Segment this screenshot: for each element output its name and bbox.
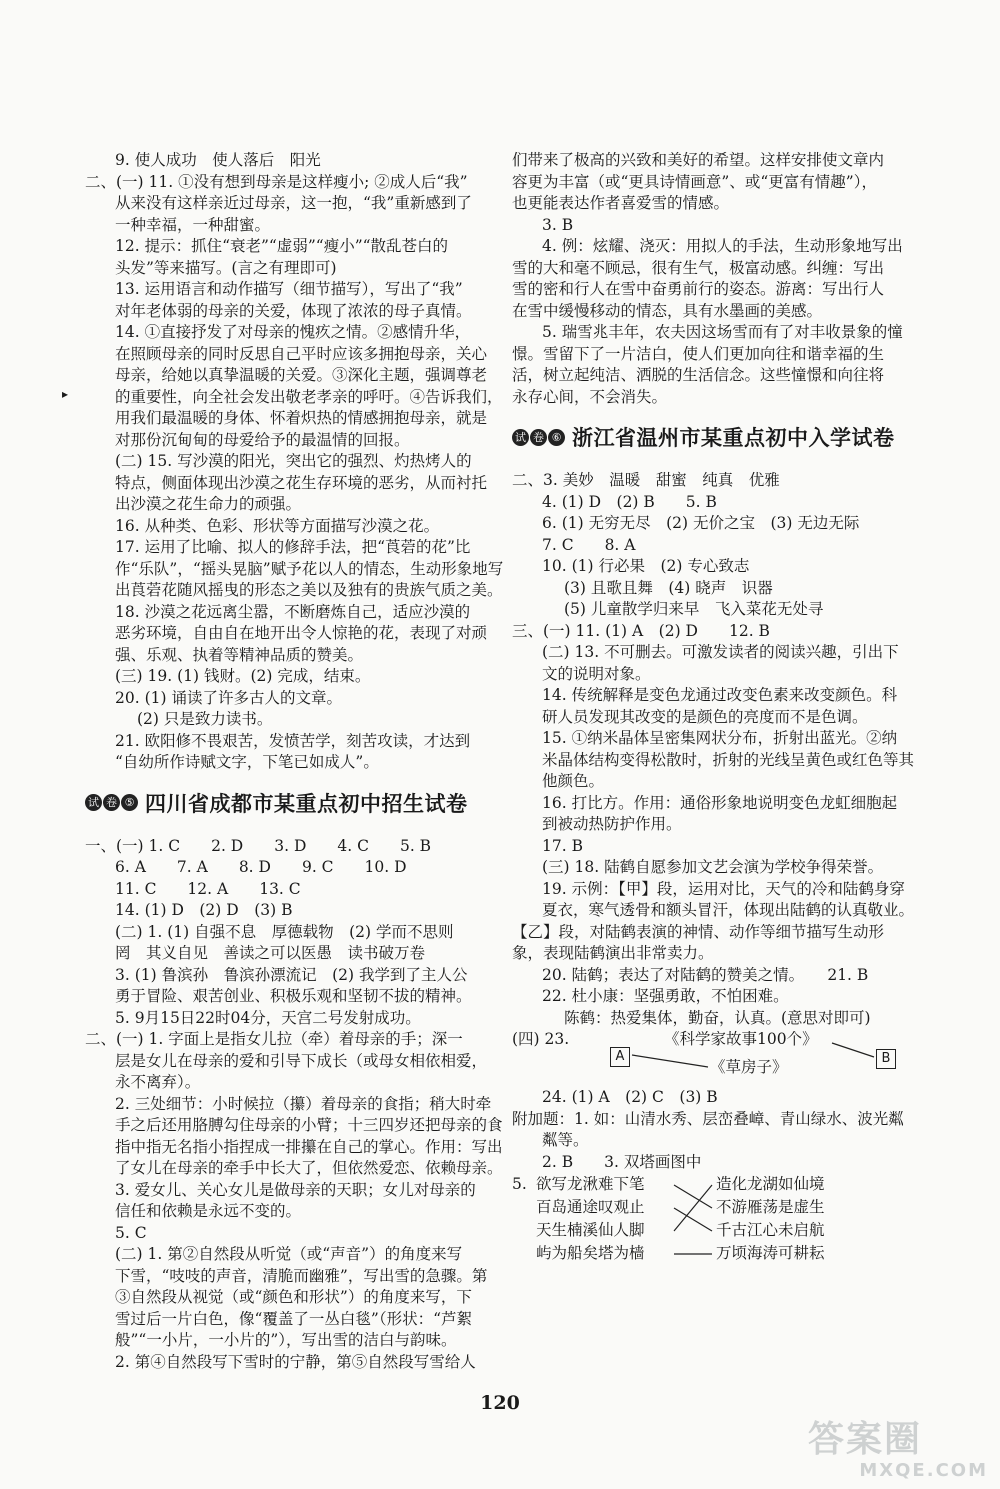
answer-line: 9. 使人成功 使人落后 阳光 — [115, 151, 321, 169]
answer-line: 手之后还用胳膊勾住母亲的小臂；十三四岁还把母亲的食 — [115, 1116, 503, 1134]
right-answers-block-3 — [512, 1087, 907, 1173]
answer-line: (三) 18. 陆鹤自愿参加文艺会演为学校争得荣誉。 — [542, 858, 884, 876]
answer-line: 14. (1) D (2) D (3) B — [115, 901, 293, 919]
answer-line: 24. (1) A (2) C (3) B — [542, 1088, 718, 1106]
answer-line: 出莨菪花随风摇曳的形态之美以及独有的贵族气质之美。 — [115, 581, 503, 599]
answer-line: 17. 运用了比喻、拟人的修辞手法，把“莨菪的花”比 — [115, 538, 471, 556]
answer-line: 指中指无名指小指捏成一排攥在自己的掌心。作用：写出 — [115, 1137, 503, 1156]
right-answers-block-1 — [512, 150, 907, 408]
answer-line: 从来没有这样亲近过母亲，这一抱，“我”重新感到了 — [115, 194, 472, 212]
q5-right-2: 不游雁荡是虚生 — [716, 1198, 825, 1216]
answer-line: 16. 打比方。作用：通俗形象地说明变色龙虹细胞起 — [542, 793, 898, 812]
answer-line: “自幼所作诗赋文字，下笔已如成人”。 — [115, 753, 379, 771]
answer-line: ③自然段从视觉（或“颜色和形状”）的角度来写，下 — [115, 1288, 472, 1306]
answer-line: 2. 第④自然段写下雪时的宁静，第⑤自然段写雪给人 — [115, 1352, 476, 1371]
answer-line: 13. 运用语言和动作描写（细节描写），写出了“我” — [115, 280, 463, 298]
answer-line: 5. 瑞雪兆丰年，农夫因这场雪而有了对丰收景象的憧 — [542, 323, 903, 341]
answer-line: 2. B 3. 双塔画图中 — [542, 1152, 702, 1171]
answer-line: 19. 示例：【甲】段，运用对比，天气的冷和陆鹤身穿 — [542, 879, 905, 898]
answer-line: 22. 杜小康：坚强勇敢，不怕困难。 — [542, 987, 789, 1005]
q23-connector-lines — [512, 1029, 907, 1087]
q5-left-2: 百岛通途叹观止 — [536, 1198, 645, 1216]
answer-line: (二) 15. 写沙漠的阳光，突出它的强烈、灼热烤人的 — [115, 452, 472, 470]
answer-line: 15. ①纳米晶体呈密集网状分布，折射出蓝光。②纳 — [542, 729, 898, 747]
right-answers-block-2 — [512, 470, 915, 1029]
section-header-5 — [85, 780, 487, 826]
answer-line: 在雪中缓慢移动的情态，具有水墨画的美感。 — [512, 301, 823, 320]
answer-line: (二) 13. 不可删去。可激发读者的阅读兴趣，引出下 — [542, 643, 899, 661]
answer-line: 勇于冒险、艰苦创业、积极乐观和坚韧不拔的精神。 — [115, 987, 472, 1005]
answer-line: 7. C 8. A — [542, 535, 636, 554]
answer-line: 三、(一) 11. (1) A (2) D 12. B — [512, 621, 770, 640]
answer-line: 文的说明对象。 — [542, 664, 651, 683]
answer-line: 强、乐观、执着等精神品质的赞美。 — [115, 645, 364, 664]
page-number: 120 — [480, 1392, 520, 1414]
answer-line: 14. ①直接抒发了对母亲的愧疚之情。②感情升华， — [115, 323, 471, 341]
answer-line: 下雪，“吱吱的声音，清脆而幽雅”，写出雪的急骤。第 — [115, 1266, 488, 1285]
answer-line: 6. (1) 无穷无尽 (2) 无价之宝 (3) 无边无际 — [542, 514, 860, 532]
answer-line: 容更为丰富（或“更具诗情画意”、或“更富有情趣”）， — [512, 172, 877, 191]
answer-line: 永不离弃）。 — [115, 1073, 201, 1091]
answer-line: 头发”等来描写。(言之有理即可) — [115, 258, 337, 277]
answer-line: 20. 陆鹤；表达了对陆鹤的赞美之情。 21. B — [542, 965, 869, 984]
answer-line: 6. A 7. A 8. D 9. C 10. D — [115, 858, 407, 876]
answer-line: (三) 19. (1) 钱财。(2) 完成，结束。 — [115, 667, 371, 685]
exam-badge-icon: 试 卷 ⑤ — [85, 794, 139, 811]
answer-line: 象，表现陆鹤演出非常卖力。 — [512, 944, 714, 962]
answer-line: 般”“一小片，一小片的”），写出雪的洁白与韵味。 — [115, 1331, 457, 1349]
q23-book-2: 《草房子》 — [710, 1058, 788, 1076]
answer-line: (5) 儿童散学归来早 飞入菜花无处寻 — [564, 600, 824, 618]
answer-line: 憬。雪留下了一片洁白，使人们更加向往和谐幸福的生 — [512, 344, 885, 363]
answer-line: 也更能表达作者喜爱雪的情感。 — [512, 194, 730, 212]
q5-left-4: 屿为船矣塔为樯 — [536, 1244, 645, 1262]
q5-right-1: 造化龙湖如仙境 — [716, 1175, 825, 1193]
q23-label: (四) 23. — [512, 1030, 570, 1048]
right-column — [512, 150, 915, 1265]
answer-line: (二) 1. 第②自然段从听觉（或“声音”）的角度来写 — [115, 1245, 463, 1263]
q5-label: 5. — [512, 1175, 527, 1193]
answer-line: 10. (1) 行必果 (2) 专心致志 — [542, 557, 750, 575]
answer-line: 雪的密和行人在雪中奋勇前行的姿态。游离：写出行人 — [512, 280, 885, 298]
answer-line: 4. (1) D (2) B 5. B — [542, 492, 717, 511]
q5-connector-lines — [512, 1173, 907, 1265]
section-header-6 — [512, 414, 907, 460]
answer-line: 12. 提示：抓住“衰老”“虚弱”“瘦小”“散乱苍白的 — [115, 237, 449, 255]
answer-line: 雪的大和毫不顾忌，很有生气，极富动感。纠缠：写出 — [512, 258, 885, 277]
q5-poem-matching — [512, 1173, 907, 1265]
answer-line: 附加题：1. 如：山清水秀、层峦叠嶂、青山绿水、波光粼 — [512, 1109, 904, 1128]
left-answers-block-1 — [85, 150, 504, 774]
q23-book-matching — [512, 1029, 907, 1087]
answer-line: 二、(一) 1. 字面上是指女儿拉（牵）着母亲的手；深一 — [85, 1030, 463, 1048]
answer-line: 作“乐队”，“摇头晃脑”赋予花以人的情态，生动形象地写 — [115, 559, 504, 578]
answer-line: 16. 从种类、色彩、形状等方面描写沙漠之花。 — [115, 516, 440, 535]
answer-line: 二、3. 美妙 温暖 甜蜜 纯真 优雅 — [512, 471, 780, 489]
answer-line: 在照顾母亲的同时反思自己平时应该多拥抱母亲，关心 — [115, 344, 488, 363]
q23-box-b: B — [876, 1049, 896, 1069]
answer-line: 母亲，给她以真挚温暖的关爱。③深化主题，强调尊老 — [115, 366, 488, 384]
exam-badge-icon: 试 卷 ⑥ — [512, 429, 566, 446]
answer-line: 他颜色。 — [542, 772, 605, 790]
answer-line: 3. B — [542, 215, 574, 234]
answer-line: 恶劣环境，自由自在地开出令人惊艳的花，表现了对顽 — [115, 624, 488, 642]
answer-line: 到被动热防护作用。 — [542, 815, 682, 833]
q23-book-1: 《科学家故事100个》 — [664, 1030, 818, 1048]
answer-line: 【乙】段，对陆鹤表演的神情、动作等细节描写生动形 — [512, 922, 885, 941]
answer-line: 3. 爱女儿、关心女儿是做母亲的天职；女儿对母亲的 — [115, 1180, 476, 1199]
answer-line: 21. 欧阳修不畏艰苦，发愤苦学，刻苦攻读，才达到 — [115, 731, 471, 750]
answer-line: 了女儿在母亲的牵手中长大了，但依然爱恋、依赖母亲。 — [115, 1159, 503, 1177]
answer-line: 永存心间，不会消失。 — [512, 387, 668, 406]
answer-line: 5. C — [115, 1223, 147, 1242]
answer-line: 出沙漠之花生命力的顽强。 — [115, 495, 302, 513]
answer-line: 特点，侧面体现出沙漠之花生存环境的恶劣，从而衬托 — [115, 473, 488, 492]
q5-left-3: 天生楠溪仙人脚 — [536, 1221, 645, 1239]
answer-line: 4. 例：炫耀、浇灭：用拟人的手法，生动形象地写出 — [542, 237, 903, 255]
answer-line: 米晶体结构变得松散时，折射的光线呈黄色或红色等其 — [542, 750, 915, 769]
answer-line: 20. (1) 诵读了许多古人的文章。 — [115, 688, 342, 707]
answer-line: 二、(一) 11. ①没有想到母亲是这样瘦小; ②成人后“我” — [85, 172, 468, 191]
answer-line: 们带来了极高的兴致和美好的希望。这样安排使文章内 — [512, 151, 885, 169]
answer-line: 3. (1) 鲁滨孙 鲁滨孙漂流记 (2) 我学到了主人公 — [115, 965, 468, 984]
answer-line: 17. B — [542, 836, 583, 855]
answer-line: 5. 9月15日22时04分，天宫二号发射成功。 — [115, 1008, 421, 1027]
answer-line: 夏衣，寒气透骨和额头冒汗，体现出陆鹤的认真敬业。 — [542, 901, 915, 919]
answer-line: 11. C 12. A 13. C — [115, 879, 301, 898]
answer-line: 雪过后一片白色，像“覆盖了一丛白毯”（形状：“芦絮 — [115, 1309, 473, 1328]
answer-line: (3) 且歌且舞 (4) 晓声 识器 — [564, 578, 773, 597]
answer-line: (2) 只是致力读书。 — [137, 710, 273, 728]
answer-line: 14. 传统解释是变色龙通过改变色素来改变颜色。科 — [542, 686, 898, 704]
answer-line: 18. 沙漠之花远离尘嚣，不断磨炼自己，适应沙漠的 — [115, 602, 471, 621]
q5-right-3: 千古江心未启航 — [716, 1221, 825, 1239]
left-column — [85, 150, 504, 1373]
answer-line: 层是女儿在母亲的爱和引导下成长（或母女相依相爱， — [115, 1051, 488, 1070]
answer-line: 信任和依赖是永远不变的。 — [115, 1202, 302, 1220]
answer-line: 粼等。 — [542, 1131, 589, 1149]
watermark-logo: 答案圈 MXQE.COM — [808, 1419, 988, 1481]
answer-line: 2. 三处细节：小时候拉（攥）着母亲的食指；稍大时牵 — [115, 1094, 492, 1113]
section-title-5: 四川省成都市某重点初中招生试卷 — [145, 791, 468, 816]
answer-line: 陈鹤：热爱集体，勤奋，认真。(意思对即可) — [564, 1008, 871, 1027]
answer-line: 罔 其义自见 善读之可以医愚 读书破万卷 — [115, 944, 426, 962]
answer-line: 活，树立起纯洁、洒脱的生活信念。这些憧憬和向往将 — [512, 366, 885, 384]
answer-line: 一、(一) 1. C 2. D 3. D 4. C 5. B — [85, 836, 432, 855]
q5-right-4: 万顷海涛可耕耘 — [716, 1244, 825, 1262]
answer-line: 对年老体弱的母亲的关爱，体现了浓浓的母子真情。 — [115, 301, 472, 320]
left-answers-block-2 — [85, 836, 503, 1374]
answer-line: 用我们最温暖的身体、怀着炽热的情感拥抱母亲，就是 — [115, 409, 488, 427]
answer-line: (二) 1. (1) 自强不息 厚德载物 (2) 学而不思则 — [115, 922, 454, 941]
answer-line: 一种幸福，一种甜蜜。 — [115, 215, 271, 234]
q23-box-a: A — [610, 1047, 630, 1067]
answer-line: 研人员发现其改变的是颜色的亮度而不是色调。 — [542, 707, 868, 726]
q5-left-1: 欲写龙湫难下笔 — [536, 1175, 645, 1193]
section-title-6: 浙江省温州市某重点初中入学试卷 — [572, 426, 895, 450]
answer-line: 的重要性，向全社会发出敬老孝亲的呼吁。④告诉我们， — [115, 387, 503, 406]
answer-line: 对那份沉甸甸的母爱给予的最温情的回报。 — [115, 430, 410, 449]
margin-mark: ▸ — [62, 387, 69, 401]
